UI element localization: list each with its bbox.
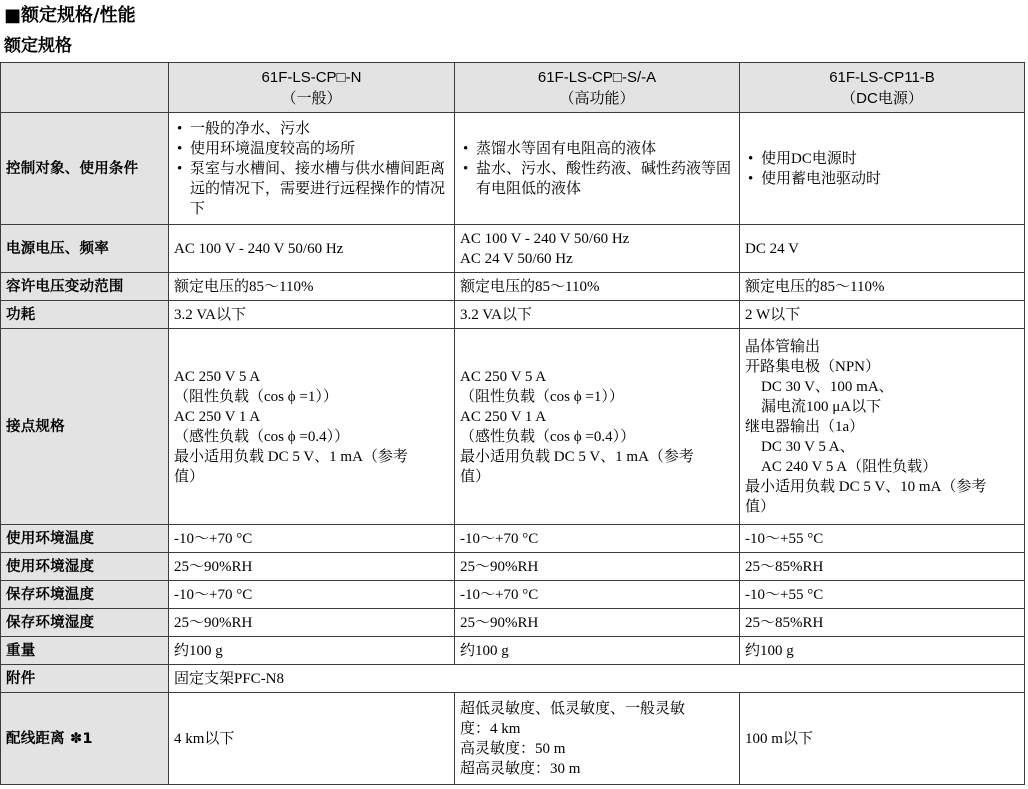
table-cell: 额定电压的85～110% xyxy=(169,273,455,301)
cell-value: AC 24 V 50/60 Hz xyxy=(460,250,573,267)
table-row xyxy=(1,113,1025,225)
cell-line: 值） xyxy=(460,468,491,485)
list-item: • 一般的净水、污水 xyxy=(174,119,449,139)
table-cell: 25～85%RH xyxy=(740,553,1025,581)
cell-line: （感性负载（cos ϕ =0.4）） xyxy=(460,428,636,445)
column-header-b xyxy=(740,63,1025,113)
column-model: 61F-LS-CP□-S/-A xyxy=(537,68,657,86)
header-corner-cell xyxy=(1,63,169,113)
table-cell xyxy=(455,329,740,525)
table-row xyxy=(1,665,1025,693)
column-type: （DC电源） xyxy=(841,89,923,107)
cell-line: AC 250 V 5 A xyxy=(174,368,261,385)
row-label: 电源电压、频率 xyxy=(1,225,169,273)
cell-line: AC 240 V 5 A（阻性负载） xyxy=(761,458,938,475)
table-row xyxy=(1,581,1025,609)
table-row xyxy=(1,301,1025,329)
row-label: 功耗 xyxy=(1,301,169,329)
cell-line: （感性负载（cos ϕ =0.4）） xyxy=(174,428,350,445)
table-row xyxy=(1,225,1025,273)
column-header-n xyxy=(169,63,455,113)
subsection-title: 额定规格 xyxy=(4,36,72,56)
table-cell: 25～90%RH xyxy=(169,609,455,637)
table-cell xyxy=(740,113,1025,225)
cell-value: 4 km以下 xyxy=(174,730,235,747)
table-row xyxy=(1,693,1025,785)
table-cell xyxy=(740,329,1025,525)
table-cell: 约100 g xyxy=(455,637,740,665)
row-label: 附件 xyxy=(1,665,169,693)
cell-line: 值） xyxy=(174,468,205,485)
cell-line: （阻性负载（cos ϕ =1）） xyxy=(460,388,624,405)
row-label: 保存环境温度 xyxy=(1,581,169,609)
table-row xyxy=(1,329,1025,525)
row-label: 重量 xyxy=(1,637,169,665)
cell-line: 最小适用负载 DC 5 V、1 mA（参考 xyxy=(174,448,408,465)
row-label: 容许电压变动范围 xyxy=(1,273,169,301)
column-type: （一般） xyxy=(281,89,342,107)
section-title: ■额定规格/性能 xyxy=(4,5,136,26)
cell-line: 值） xyxy=(745,498,776,515)
table-cell: 25～85%RH xyxy=(740,609,1025,637)
row-label: 控制对象、使用条件 xyxy=(1,113,169,225)
cell-value: DC 24 V xyxy=(745,240,799,257)
table-cell: -10～+70 °C xyxy=(455,581,740,609)
table-cell: 3.2 VA以下 xyxy=(455,301,740,329)
list-item: • 使用环境温度较高的场所 xyxy=(174,139,449,159)
cell-line: 最小适用负载 DC 5 V、10 mA（参考 xyxy=(745,478,987,495)
table-cell xyxy=(740,693,1025,785)
cell-line: AC 250 V 5 A xyxy=(460,368,547,385)
cell-line: 最小适用负载 DC 5 V、1 mA（参考 xyxy=(460,448,694,465)
list-item: • 使用DC电源时 xyxy=(745,149,1019,169)
row-label: 接点规格 xyxy=(1,329,169,525)
table-cell: 3.2 VA以下 xyxy=(169,301,455,329)
table-cell: 额定电压的85～110% xyxy=(740,273,1025,301)
cell-line: 超高灵敏度：30 m xyxy=(460,760,581,777)
cell-value: AC 100 V - 240 V 50/60 Hz xyxy=(460,230,630,247)
cell-line: AC 250 V 1 A xyxy=(460,408,547,425)
cell-line: DC 30 V、100 mA、 xyxy=(761,378,894,395)
row-label: 保存环境湿度 xyxy=(1,609,169,637)
list-item: • 蒸馏水等固有电阻高的液体 xyxy=(460,139,734,159)
table-cell: 约100 g xyxy=(169,637,455,665)
table-cell: 25～90%RH xyxy=(455,609,740,637)
table-cell: 25～90%RH xyxy=(169,553,455,581)
table-cell xyxy=(169,693,455,785)
table-row xyxy=(1,637,1025,665)
table-cell xyxy=(169,113,455,225)
table-cell xyxy=(740,225,1025,273)
table-cell xyxy=(455,225,740,273)
cell-line: 高灵敏度：50 m xyxy=(460,740,566,757)
table-cell: -10～+70 °C xyxy=(169,581,455,609)
cell-line: 超低灵敏度、低灵敏度、一般灵敏 xyxy=(460,700,686,717)
cell-line: 开路集电极（NPN） xyxy=(745,358,881,375)
table-row xyxy=(1,273,1025,301)
cell-line: 度：4 km xyxy=(460,720,521,737)
cell-line: DC 30 V 5 A、 xyxy=(761,438,855,455)
column-header-s-a xyxy=(455,63,740,113)
table-cell-merged: 固定支架PFC-N8 xyxy=(169,665,1025,693)
table-cell xyxy=(455,113,740,225)
cell-line: 继电器输出（1a） xyxy=(745,418,865,435)
table-cell: -10～+55 °C xyxy=(740,525,1025,553)
table-cell: -10～+55 °C xyxy=(740,581,1025,609)
row-label: 使用环境湿度 xyxy=(1,553,169,581)
cell-line: 晶体管输出 xyxy=(745,338,821,355)
row-label: 使用环境温度 xyxy=(1,525,169,553)
table-cell xyxy=(169,225,455,273)
rated-spec-table xyxy=(0,62,1025,785)
cell-line: （阻性负载（cos ϕ =1）） xyxy=(174,388,338,405)
table-cell: -10～+70 °C xyxy=(169,525,455,553)
table-row xyxy=(1,553,1025,581)
table-header-row xyxy=(1,63,1025,113)
cell-value: AC 100 V - 240 V 50/60 Hz xyxy=(174,240,344,257)
table-row xyxy=(1,525,1025,553)
table-row xyxy=(1,609,1025,637)
cell-value: 100 m以下 xyxy=(745,730,813,747)
list-item: • 泵室与水槽间、接水槽与供水槽间距离远的情况下，需要进行远程操作的情况下 xyxy=(174,159,449,219)
table-cell xyxy=(455,693,740,785)
column-model: 61F-LS-CP□-N xyxy=(261,68,362,86)
table-cell: -10～+70 °C xyxy=(455,525,740,553)
table-cell: 2 W以下 xyxy=(740,301,1025,329)
list-item: • 使用蓄电池驱动时 xyxy=(745,169,1019,189)
cell-line: AC 250 V 1 A xyxy=(174,408,261,425)
table-cell: 约100 g xyxy=(740,637,1025,665)
row-label: 配线距离 ✽1 xyxy=(1,693,169,785)
list-item: • 盐水、污水、酸性药液、碱性药液等固有电阻低的液体 xyxy=(460,159,734,199)
column-type: （高功能） xyxy=(559,89,635,107)
table-cell: 额定电压的85～110% xyxy=(455,273,740,301)
table-cell: 25～90%RH xyxy=(455,553,740,581)
table-cell xyxy=(169,329,455,525)
cell-line: 漏电流100 μA以下 xyxy=(761,398,882,415)
column-model: 61F-LS-CP11-B xyxy=(829,68,935,86)
